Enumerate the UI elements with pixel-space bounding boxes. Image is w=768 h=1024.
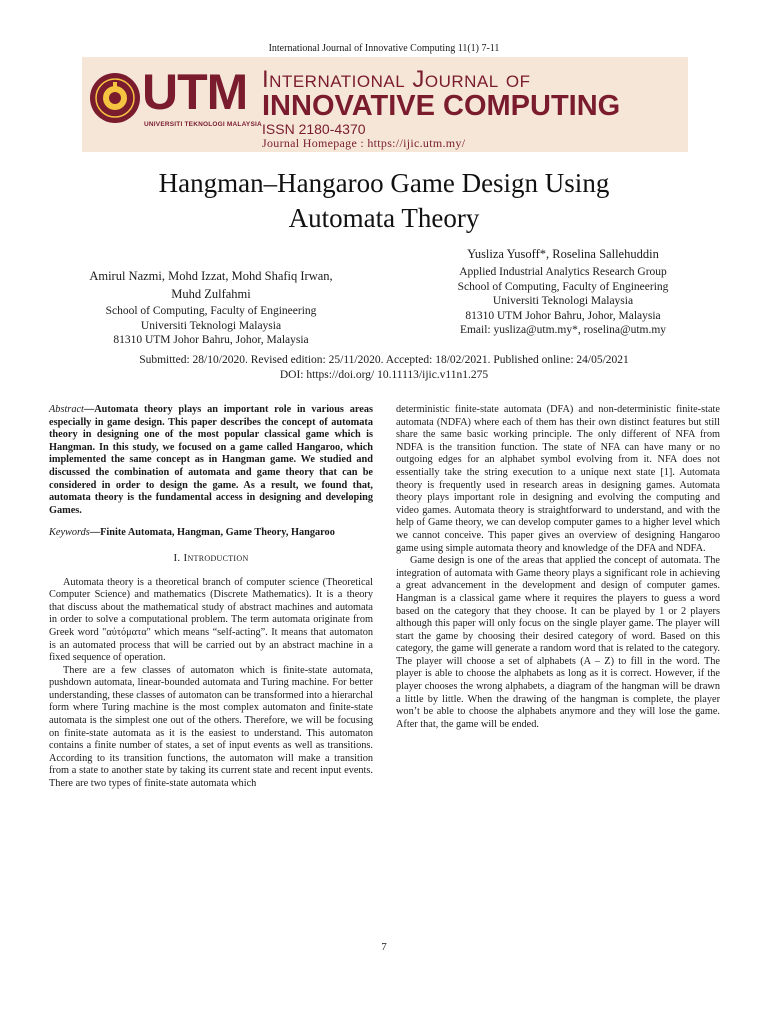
abstract-lead: Abstract bbox=[49, 404, 84, 415]
body-paragraph: Game design is one of the areas that applied the concept of automata. The integration of automata with Game theory plays a significant role in achieving a great advancement in the development and design of computer games. Hangman is a classical game where it requires the players to guess a word based on the category that they choose. It can be played by 1 or 2 players although this paper will only focus on the single player game. The player will start the game by choosing their desired category of word. Based on this category, the game will generate a random word that is related to the category. The player will choose a set of alphabets (A – Z) to fill in the word. The player is able to choose the alphabets as long as it is correct. However, if the player chooses the wrong alphabets, a diagram of the hangman will be drawn a little by little. When the drawing of the hangman is complete, the player won’t be able to choose the alphabets anymore and they will lose the game. After that, the game will be ended. bbox=[396, 555, 720, 730]
abstract bbox=[49, 404, 373, 517]
author-email: Email: yusliza@utm.my*, roselina@utm.my bbox=[459, 324, 667, 336]
keywords-lead: Keywords bbox=[49, 527, 90, 539]
author-names: Yusliza Yusoff*, Roselina Sallehuddin bbox=[467, 247, 659, 261]
section-heading-introduction: I. Introduction bbox=[173, 551, 249, 564]
paper-title-line1: Hangman–Hangaroo Game Design Using bbox=[158, 168, 610, 198]
affiliation: School of Computing, Faculty of Engineering bbox=[105, 305, 317, 317]
journal-homepage-link[interactable]: Journal Homepage : https://ijic.utm.my/ bbox=[262, 136, 466, 150]
paper-title bbox=[84, 166, 684, 236]
utm-crest-icon bbox=[89, 72, 141, 124]
submission-dates: Submitted: 28/10/2020. Revised edition: 25/11/2020. Accepted: 18/02/2021. Published online: 24/05/2021 bbox=[139, 354, 629, 366]
affiliation: 81310 UTM Johor Bahru, Johor, Malaysia bbox=[113, 334, 309, 346]
body-paragraph: Automata theory is a theoretical branch of computer science (Theoretical Computer Science) and mathematics (Discrete Mathematics). It is a theory that discuss about the mathematical study of abstract machines and automata in order to solve a computational problem. The term automata originate from Greek word "αὐτόματα" which means “self-acting”. It means that automaton is an automated process that will be carried out by an abstract machine in a fixed sequence of operation. bbox=[49, 576, 373, 664]
keywords-text: —Finite Automata, Hangman, Game Theory, Hangaroo bbox=[89, 527, 335, 539]
journal-name-line2: INNOVATIVE COMPUTING bbox=[262, 90, 621, 122]
paper-title-line2: Automata Theory bbox=[288, 203, 480, 233]
publication-dates bbox=[84, 353, 684, 383]
keywords bbox=[49, 527, 373, 540]
author-block-right bbox=[398, 246, 728, 338]
author-names: Muhd Zulfahmi bbox=[171, 287, 251, 301]
journal-name-line1: International Journal of bbox=[262, 66, 531, 93]
page-number: 7 bbox=[381, 941, 387, 953]
doi-link[interactable]: DOI: https://doi.org/ 10.11113/ijic.v11n1.275 bbox=[279, 369, 489, 381]
affiliation: School of Computing, Faculty of Engineering bbox=[457, 280, 669, 293]
right-column bbox=[396, 404, 720, 731]
journal-issn: ISSN 2180-4370 bbox=[262, 121, 366, 137]
affiliation: Universiti Teknologi Malaysia bbox=[492, 295, 634, 307]
utm-logo-subtitle: UNIVERSITI TEKNOLOGI MALAYSIA bbox=[144, 121, 262, 128]
affiliation: Applied Industrial Analytics Research Group bbox=[459, 266, 667, 278]
affiliation: 81310 UTM Johor Bahru, Johor, Malaysia bbox=[465, 309, 661, 322]
body-paragraph: There are a few classes of automaton which is finite-state automata, pushdown automata, linear-bounded automata and Turing machine. For better understanding, these classes of automaton can be transformed into a hierarchal form where Turing machine is the most complex automaton and finite-state automata is the simplest one out of the others. Therefore, we will be focusing on finite-state automata as it is the easiest to understand. This automaton contains a finite number of states, a set of input events as well as transitions. According to its transition functions, the automaton will make a transition from a state to another state by taking its current state and recent input events. There are two types of finite-state automata which bbox=[49, 664, 373, 790]
body-paragraph: deterministic finite-state automata (DFA) and non-deterministic finite-state automata (NDFA) where each of them has their own distinct features but still share the same basic working principle. The only different of NFA from NDFA is the transition function. The state of NFA can have many or no outgoing edges for an alphabet symbol evolving from it. NFA does not essentially take the string execution to a unique next state [1]. Automata theory is frequently used in research areas in designing games. Automata theory plays important role in designing and evolving the computing and video games. Automata theory is straightforward to understand, and with the help of Game theory, we can develop computer games to a higher level which we cannot conceive. This paper gives an overview of designing Hangaroo game using simple automata theory and knowledge of the DFA and NDFA. bbox=[396, 404, 720, 554]
affiliation: Universiti Teknologi Malaysia bbox=[140, 319, 282, 332]
running-head: International Journal of Innovative Computing 11(1) 7-11 bbox=[268, 43, 500, 54]
author-names: Amirul Nazmi, Mohd Izzat, Mohd Shafiq Irwan, bbox=[89, 269, 333, 283]
journal-banner bbox=[82, 57, 688, 152]
utm-logo-text: UTM bbox=[142, 64, 248, 120]
author-block-left bbox=[50, 268, 372, 348]
abstract-text: —Automata theory plays an important role in various areas especially in game design. This paper describes the concept of automata theory in designing one of the most popular classical game which is Hangman. In this study, we focused on a game called Hangaroo, which implemented the same concept as in Hangman game. We studied and discussed the combination of automata and game theory that can be considered in order to design the game. As a result, we found that, automata theory is the fundamental access in designing and developing Games. bbox=[49, 404, 373, 516]
left-column bbox=[49, 404, 373, 791]
